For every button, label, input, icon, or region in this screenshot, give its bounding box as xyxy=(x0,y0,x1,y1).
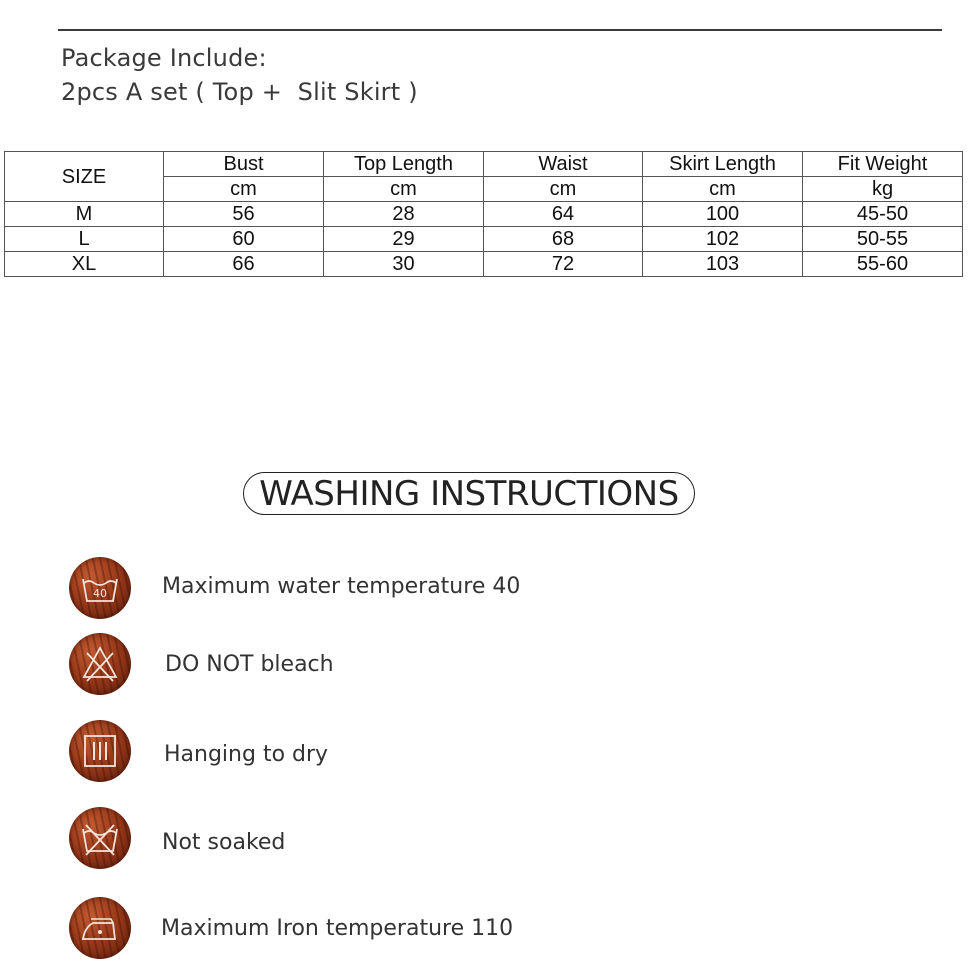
column-header-waist: Waist xyxy=(484,152,643,177)
cell-bust: 60 xyxy=(164,227,324,252)
unit-waist: cm xyxy=(484,177,643,202)
not-soaked-label: Not soaked xyxy=(162,830,286,855)
cell-waist: 64 xyxy=(484,202,643,227)
unit-fit-weight: kg xyxy=(803,177,963,202)
size-column-header: SIZE xyxy=(5,152,164,202)
unit-top-length: cm xyxy=(324,177,484,202)
cell-fit-weight: 55-60 xyxy=(803,252,963,277)
cell-top-length: 29 xyxy=(324,227,484,252)
cell-bust: 56 xyxy=(164,202,324,227)
list-item xyxy=(0,806,977,870)
svg-text:40: 40 xyxy=(93,587,107,600)
cell-bust: 66 xyxy=(164,252,324,277)
size-chart-table xyxy=(4,151,963,277)
row-size: M xyxy=(5,202,164,227)
list-item xyxy=(0,896,977,960)
iron-110-icon xyxy=(69,897,131,959)
cell-top-length: 28 xyxy=(324,202,484,227)
unit-skirt-length: cm xyxy=(643,177,803,202)
iron-temperature-label: Maximum Iron temperature 110 xyxy=(161,916,514,941)
no-bleach-label: DO NOT bleach xyxy=(165,652,334,677)
cell-top-length: 30 xyxy=(324,252,484,277)
package-contents: 2pcs A set ( Top + Slit Skirt ) xyxy=(61,78,418,106)
wash-40-icon xyxy=(69,557,131,619)
column-header-bust: Bust xyxy=(164,152,324,177)
cell-skirt-length: 100 xyxy=(643,202,803,227)
table-row xyxy=(5,252,963,277)
row-size: XL xyxy=(5,252,164,277)
table-header-row xyxy=(5,152,963,177)
column-header-fit-weight: Fit Weight xyxy=(803,152,963,177)
cell-fit-weight: 45-50 xyxy=(803,202,963,227)
no-soak-icon xyxy=(69,807,131,869)
unit-bust: cm xyxy=(164,177,324,202)
list-item xyxy=(0,632,977,696)
cell-skirt-length: 103 xyxy=(643,252,803,277)
hang-dry-icon xyxy=(69,720,131,782)
package-title: Package Include: xyxy=(61,44,267,72)
cell-waist: 72 xyxy=(484,252,643,277)
column-header-top-length: Top Length xyxy=(324,152,484,177)
table-row xyxy=(5,227,963,252)
top-divider xyxy=(58,29,942,31)
cell-waist: 68 xyxy=(484,227,643,252)
list-item xyxy=(0,720,977,784)
cell-fit-weight: 50-55 xyxy=(803,227,963,252)
no-bleach-icon xyxy=(69,633,131,695)
hang-dry-label: Hanging to dry xyxy=(164,742,329,767)
cell-skirt-length: 102 xyxy=(643,227,803,252)
table-row xyxy=(5,202,963,227)
column-header-skirt-length: Skirt Length xyxy=(643,152,803,177)
wash-temperature-label: Maximum water temperature 40 xyxy=(162,574,521,599)
washing-instructions-title: WASHING INSTRUCTIONS xyxy=(243,472,695,515)
list-item xyxy=(0,556,977,620)
row-size: L xyxy=(5,227,164,252)
